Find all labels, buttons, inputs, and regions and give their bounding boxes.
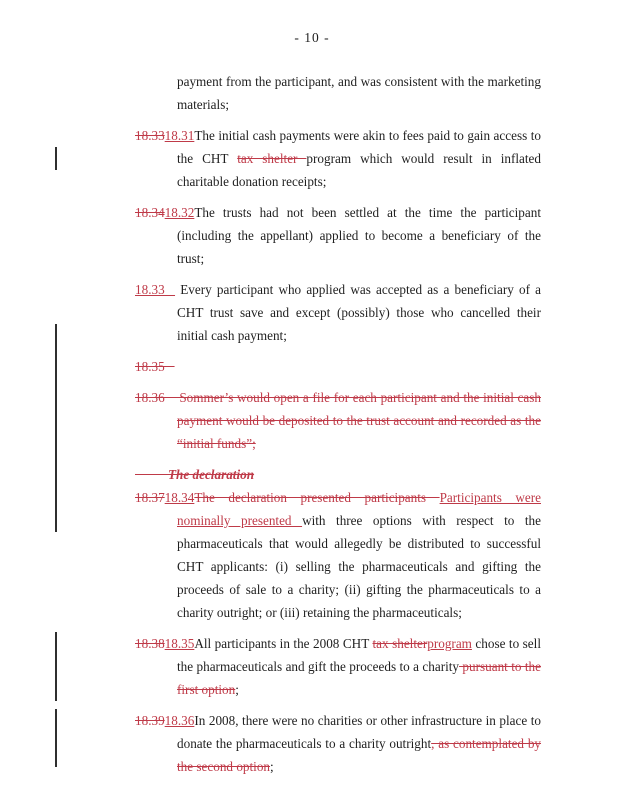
body-text: ; [270, 759, 274, 774]
body-text: The trusts had not been settled at the time the participant (including the appellant) applied to become a beneficiary of the trust; [177, 205, 541, 266]
body-text: program which would result in inflated charitable donation receipts; [177, 151, 541, 189]
body-text: with three options with respect to the pharmaceuticals that would allegedly be distributed to successful CHT applicants: (i) selling the pharmaceuticals and gifting the proceeds of sale to a charity; (ii) gifting the pharmaceuticals to a charity outright; or (iii) retaining the pharmaceuticals; [177, 513, 541, 620]
para-18-35 [135, 632, 541, 701]
revision-number-inserted: 18.34 [164, 490, 195, 505]
heading-the-declaration [135, 463, 541, 486]
body-text: The initial cash payments were akin to fees paid to gain access to the CHT [177, 128, 541, 166]
change-bar [55, 632, 57, 701]
revision-number-deleted: 18.35 [135, 359, 175, 374]
para-18-36-deleted [135, 386, 541, 455]
change-bar [55, 324, 57, 532]
revision-number-inserted: 18.31 [164, 128, 195, 143]
page-number: - 10 - [294, 30, 330, 45]
revision-number-inserted: 18.36 [164, 713, 195, 728]
inserted-text: Participants were nominally presented [177, 490, 541, 528]
deleted-text: tax shelter [372, 636, 428, 651]
body-text: ; [235, 682, 239, 697]
para-18-36 [135, 709, 541, 778]
document-body [135, 70, 541, 786]
body-text: All participants in the 2008 CHT [194, 636, 373, 651]
deleted-text: pursuant to the first option [177, 659, 541, 697]
para-18-35-deleted-number [135, 355, 541, 378]
body-text: Every participant who applied was accepted as a beneficiary of a CHT trust save and except (possibly) those who cancelled their initial cash payment; [175, 282, 541, 343]
deleted-heading-text: The declaration [135, 467, 255, 482]
para-continuation [135, 70, 541, 116]
deleted-text: The declaration presented participants [194, 490, 440, 505]
change-bar [55, 709, 57, 767]
body-text: In 2008, there were no charities or other infrastructure in place to donate the pharmaceuticals to a charity outright [177, 713, 541, 751]
revision-number-deleted: 18.37 [135, 490, 165, 505]
deleted-text: 18.36 Sommer’s would open a file for each participant and the initial cash payment would be deposited to the trust account and recorded as the “initial funds”; [135, 390, 541, 451]
change-bar [55, 147, 57, 170]
revision-number-deleted: 18.33 [135, 128, 165, 143]
deleted-text: , as contemplated by the second option [177, 736, 542, 774]
deleted-text: tax shelter [237, 151, 307, 166]
revision-number-inserted: 18.35 [164, 636, 195, 651]
para-18-33 [135, 278, 541, 347]
revision-number-inserted: 18.32 [164, 205, 195, 220]
para-18-31 [135, 124, 541, 193]
inserted-text: program [427, 636, 472, 651]
body-text: chose to sell the pharmaceuticals and gift the proceeds to a charity [177, 636, 541, 674]
revision-number-deleted: 18.39 [135, 713, 165, 728]
para-18-34 [135, 486, 541, 624]
para-18-32 [135, 201, 541, 270]
revision-number-deleted: 18.38 [135, 636, 165, 651]
revision-number-inserted: 18.33 [135, 282, 176, 297]
body-text: payment from the participant, and was consistent with the marketing materials; [177, 74, 541, 112]
revision-number-deleted: 18.34 [135, 205, 165, 220]
